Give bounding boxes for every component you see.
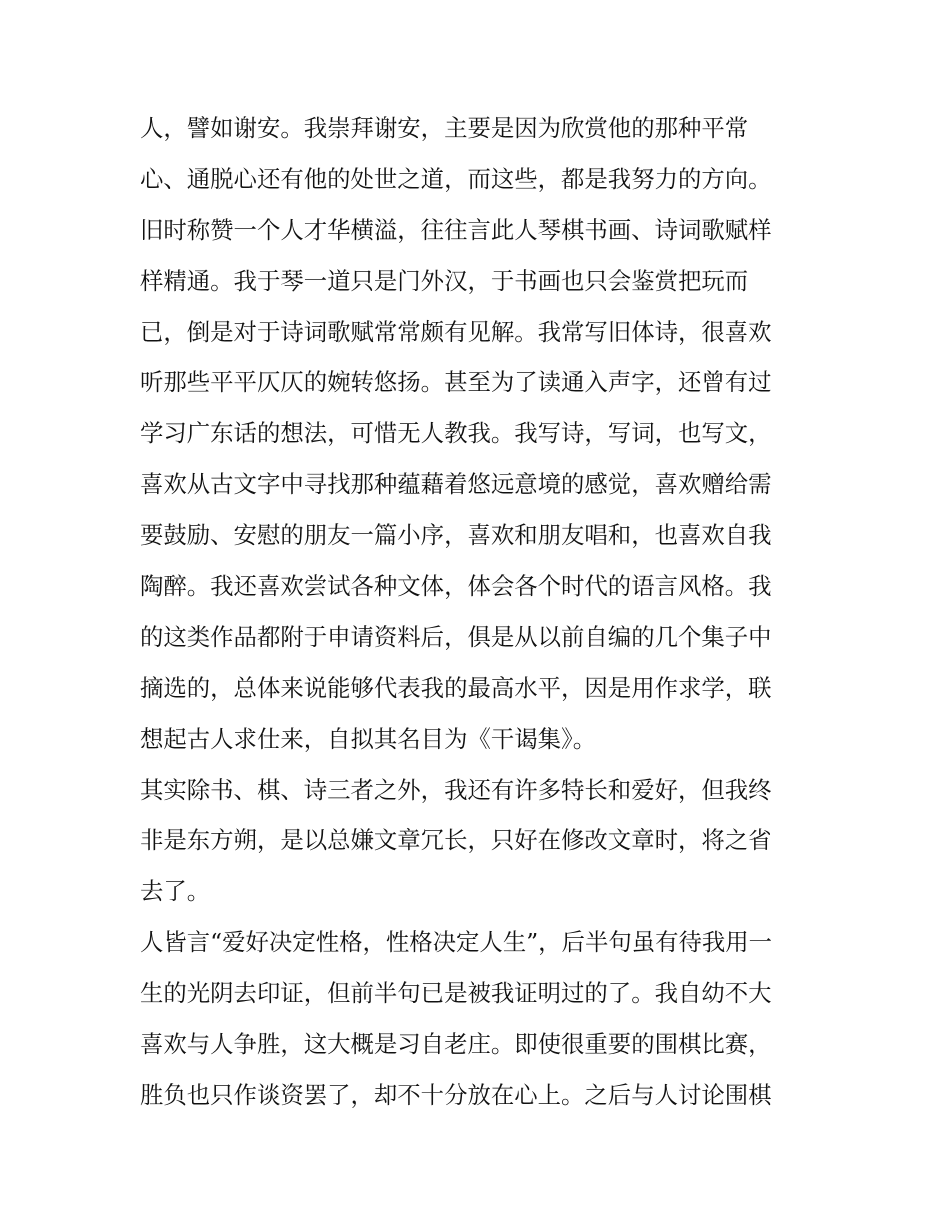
text-line: 人，譬如谢安。我崇拜谢安，主要是因为欣赏他的那种平常 (140, 114, 749, 142)
text-line: 想起古人求仕来，自拟其名目为《干谒集》。 (140, 724, 597, 753)
text-line: 去了。 (140, 877, 211, 906)
text-line: 样精通。我于琴一道只是门外汉，于书画也只会鉴赏把玩而 (140, 266, 749, 295)
text-line: 其实除书、棋、诗三者之外，我还有许多特长和爱好，但我终 (140, 775, 772, 804)
text-line: 陶醉。我还喜欢尝试各种文体，体会各个时代的语言风格。我 (140, 572, 772, 601)
text-line: 生的光阴去印证，但前半句已是被我证明过的了。我自幼不大 (140, 979, 772, 1008)
text-line: 非是东方朔，是以总嫌文章冗长，只好在修改文章时，将之省 (140, 826, 772, 855)
text-line: 学习广东话的想法，可惜无人教我。我写诗，写词，也写文， (140, 419, 772, 448)
text-line: 旧时称赞一个人才华横溢，往往言此人琴棋书画、诗词歌赋样 (140, 215, 772, 244)
text-line: 听那些平平仄仄的婉转悠扬。甚至为了读通入声字，还曾有过 (140, 368, 772, 397)
text-line: 人皆言“爱好决定性格，性格决定人生”，后半句虽有待我用一 (140, 928, 773, 957)
text-line: 的这类作品都附于申请资料后，俱是从以前自编的几个集子中 (140, 622, 772, 651)
text-line: 喜欢从古文字中寻找那种蕴藉着悠远意境的感觉，喜欢赠给需 (140, 470, 772, 499)
text-line: 胜负也只作谈资罢了，却不十分放在心上。之后与人讨论围棋 (140, 1080, 772, 1109)
body-text (140, 103, 820, 1121)
text-line: 已，倒是对于诗词歌赋常常颇有见解。我常写旧体诗，很喜欢 (140, 317, 772, 346)
text-line: 心、通脱心还有他的处世之道，而这些，都是我努力的方向。 (140, 164, 772, 193)
text-line: 要鼓励、安慰的朋友一篇小序，喜欢和朋友唱和，也喜欢自我 (140, 521, 772, 550)
text-line: 喜欢与人争胜，这大概是习自老庄。即使很重要的围棋比赛， (140, 1030, 772, 1059)
text-line: 摘选的，总体来说能够代表我的最高水平，因是用作求学，联 (140, 673, 772, 702)
